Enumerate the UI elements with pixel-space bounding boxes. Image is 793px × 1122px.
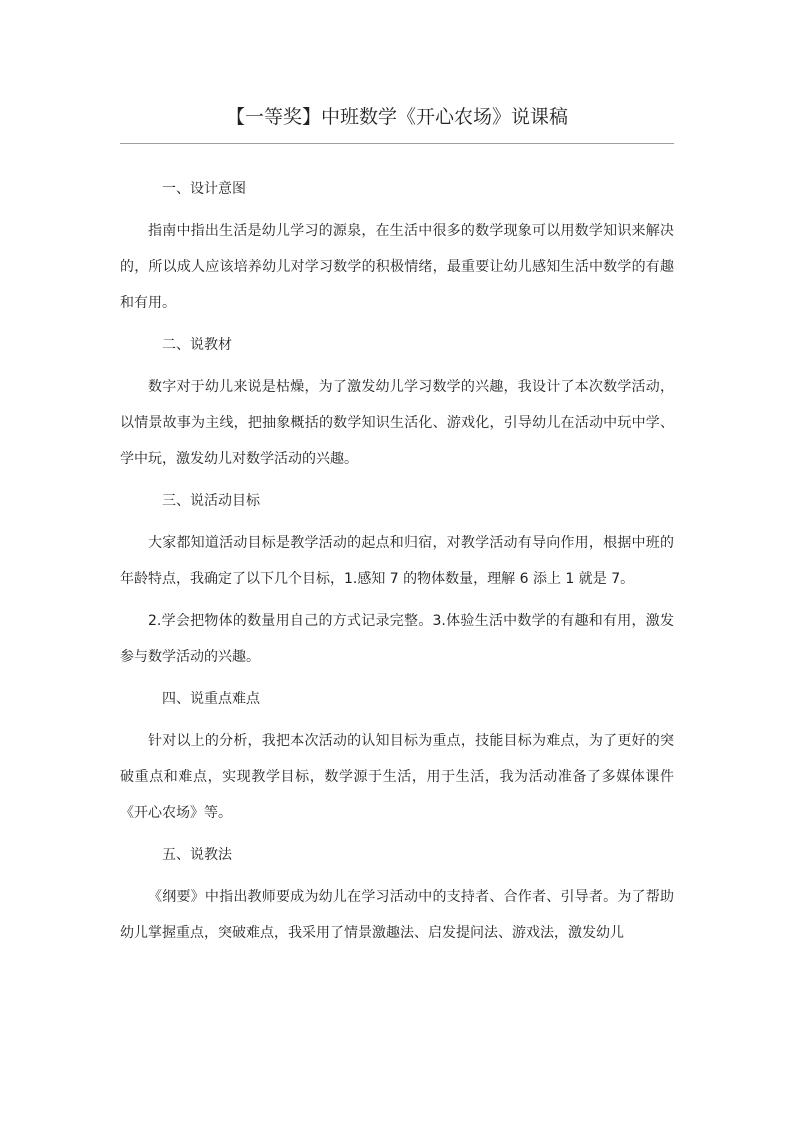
paragraph-design-intent: 指南中指出生活是幼儿学习的源泉，在生活中很多的数学现象可以用数学知识来解决的，所以成人应该培养幼儿对学习数学的积极情绪，最重要让幼儿感知生活中数学的有趣和有用。: [120, 223, 674, 311]
section-heading-design-intent: 一、设计意图: [162, 181, 246, 197]
section-heading-teaching-material: 二、说教材: [162, 337, 232, 353]
document-title: 【一等奖】中班数学《开心农场》说课稿: [225, 106, 568, 128]
paragraph-activity-goals-2: 2.学会把物体的数量用自己的方式记录完整。3.体验生活中数学的有趣和有用，激发参与数学活动的兴趣。: [120, 613, 674, 665]
title-divider: [120, 143, 674, 144]
paragraph-teaching-material: 数字对于幼儿来说是枯燥，为了激发幼儿学习数学的兴趣，我设计了本次数学活动，以情景故事为主线，把抽象概括的数学知识生活化、游戏化，引导幼儿在活动中玩中学、学中玩，激发幼儿对数学活动的兴趣。: [120, 379, 674, 467]
section-heading-key-points: 四、说重点难点: [162, 691, 260, 707]
section-heading-teaching-methods: 五、说教法: [162, 847, 232, 863]
paragraph-activity-goals-1: 大家都知道活动目标是教学活动的起点和归宿，对教学活动有导向作用，根据中班的年龄特点，我确定了以下几个目标，1.感知 7 的物体数量，理解 6 添上 1 就是 7。: [120, 535, 674, 587]
paragraph-key-points: 针对以上的分析，我把本次活动的认知目标为重点，技能目标为难点，为了更好的突破重点和难点，实现教学目标，数学源于生活，用于生活，我为活动准备了多媒体课件《开心农场》等。: [120, 733, 674, 821]
paragraph-teaching-methods: 《纲要》中指出教师要成为幼儿在学习活动中的支持者、合作者、引导者。为了帮助幼儿掌握重点，突破难点，我采用了情景激趣法、启发提问法、游戏法，激发幼儿: [120, 889, 674, 941]
document-body: [120, 171, 674, 957]
section-heading-activity-goals: 三、说活动目标: [162, 493, 260, 509]
